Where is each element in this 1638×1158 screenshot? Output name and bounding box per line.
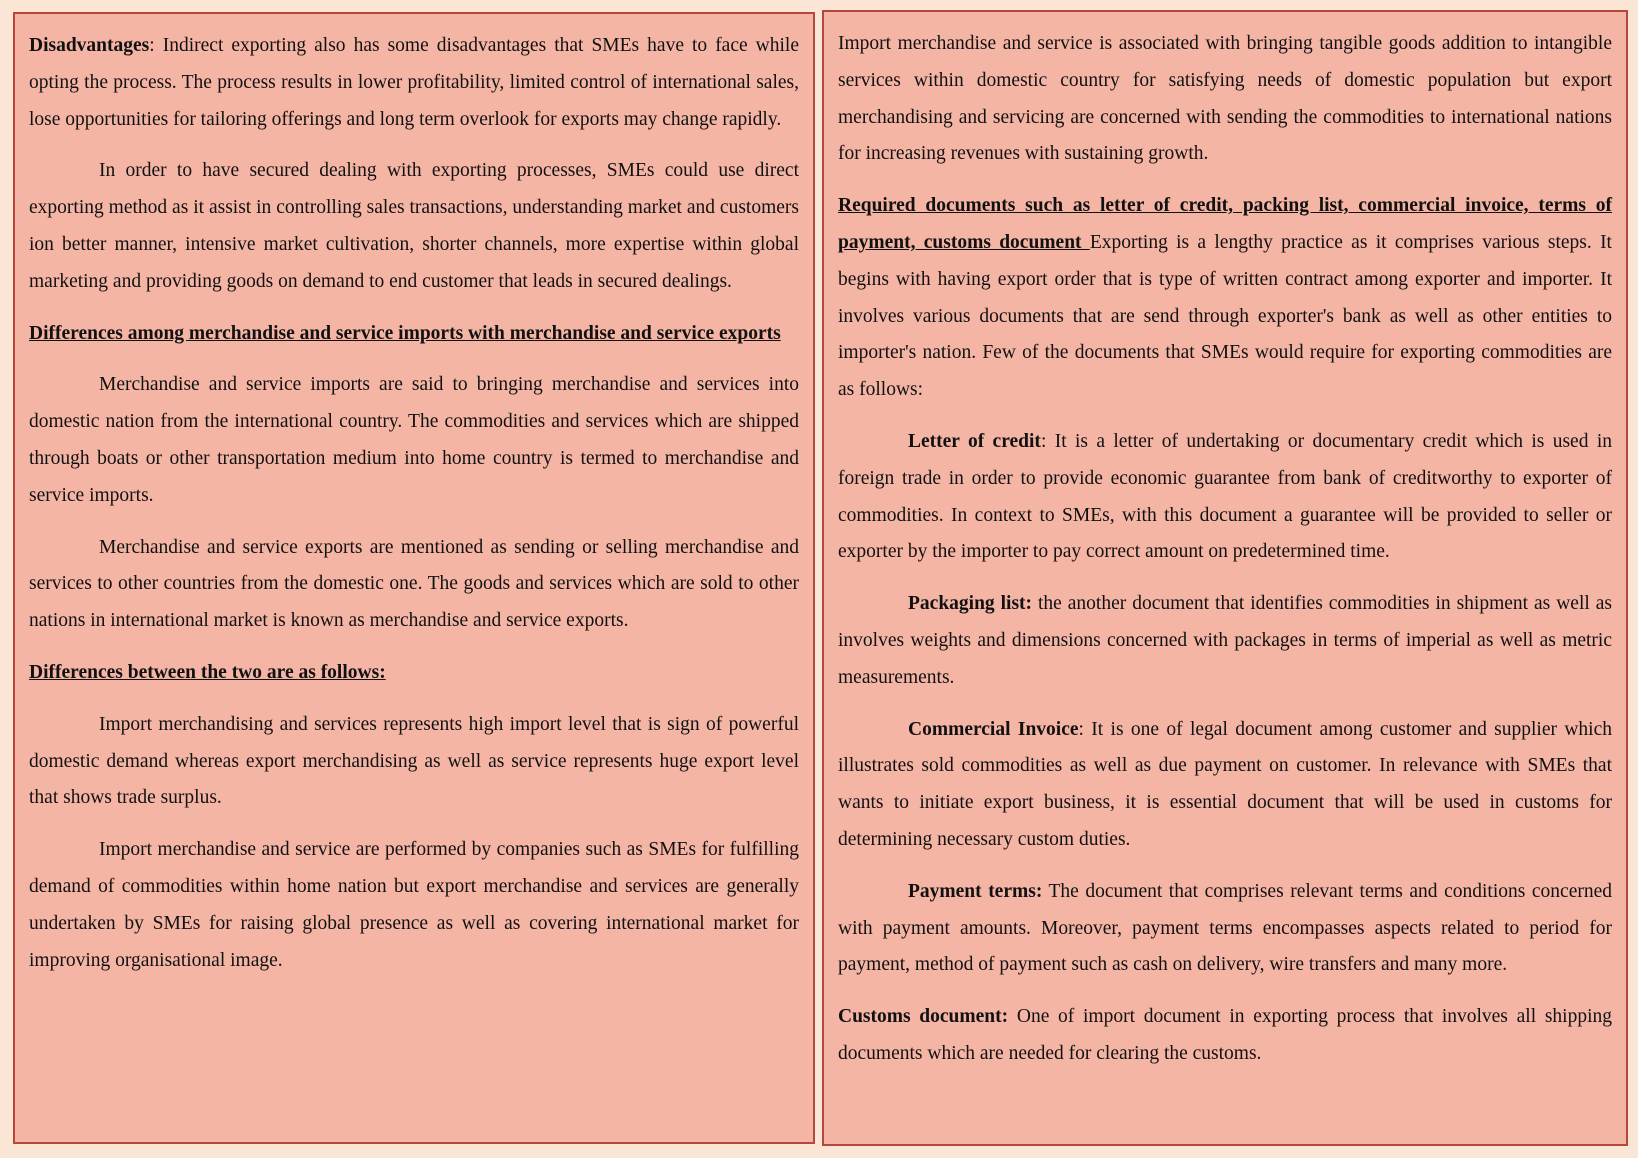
disadvantages-text: : Indirect exporting also has some disadvantages that SMEs have to face while opting the process. The process results in lower profitability, limited control of international sales, lose opportunities for tailoring offerings and long term overlook for exports may change rapidly.: [29, 35, 799, 130]
letter-of-credit-paragraph: [838, 424, 1612, 571]
customs-document-label: Customs document:: [838, 1006, 1009, 1028]
disadvantages-paragraph: [29, 28, 799, 138]
packaging-list-paragraph: [838, 586, 1612, 696]
secured-dealing-paragraph: In order to have secured dealing with exporting processes, SMEs could use direct exporting method as it assist in controlling sales transactions, understanding market and customers ion better manner, intensive market cultivation, shorter channels, more expertise within global marketing and providing goods on demand to end customer that leads in secured dealings.: [29, 160, 799, 292]
disadvantages-label: Disadvantages: [29, 35, 150, 56]
customs-document-text: One of import document in exporting process that involves all shipping documents which are needed for clearing the customs.: [838, 1006, 1612, 1064]
commercial-invoice-text: : It is one of legal document among customer and supplier which illustrates sold commodities as well as due payment on customer. In relevance with SMEs that wants to initiate export business, it is essential document that will be used in customs for determining necessary custom duties.: [838, 718, 1612, 850]
left-page: [13, 12, 815, 1144]
payment-terms-paragraph: [838, 874, 1612, 984]
performed-paragraph: Import merchandise and service are performed by companies such as SMEs for fulfilling demand of commodities within home nation but export merchandise and services are generally undertaken by SMEs for raising global presence as well as covering international market for improving organisational image.: [29, 839, 799, 971]
commercial-invoice-label: Commercial Invoice: [908, 718, 1079, 740]
import-level-paragraph: Import merchandising and services represents high import level that is sign of powerful domestic demand whereas export merchandising as well as service represents huge export level that shows trade surplus.: [29, 713, 799, 809]
commercial-invoice-paragraph: [838, 712, 1612, 859]
payment-terms-label: Payment terms:: [908, 880, 1043, 902]
payment-terms-text: The document that comprises relevant terms and conditions concerned with payment amounts. Moreover, payment terms encompasses aspects related to period for payment, method of payment such as cash on delivery, wire transfers and many more.: [838, 880, 1612, 976]
letter-of-credit-label: Letter of credit: [908, 430, 1041, 452]
intro-paragraph: Import merchandise and service is associated with bringing tangible goods addition to intangible services within domestic country for satisfying needs of domestic population but export merchandising and servicing are concerned with sending the commodities to international nations for increasing revenues with sustaining growth.: [838, 33, 1612, 165]
exports-paragraph: Merchandise and service exports are mentioned as sending or selling merchandise and services to other countries from the domestic one. The goods and services which are sold to other nations in international market is known as merchandise and service exports.: [29, 536, 799, 632]
required-docs-paragraph: [838, 188, 1612, 409]
packaging-list-text: the another document that identifies commodities in shipment as well as involves weights and dimensions concerned with packages in terms of imperial as well as metric measurements.: [838, 593, 1612, 688]
heading-differences-between: Differences between the two are as follows:: [29, 661, 386, 683]
letter-of-credit-text: : It is a letter of undertaking or documentary credit which is used in foreign trade in order to provide economic guarantee from bank of creditworthy to exporter of commodities. In context to SMEs, with this document a guarantee will be provided to seller or exporter by the importer to pay correct amount on predetermined time.: [838, 430, 1612, 563]
required-docs-text: Exporting is a lengthy practice as it comprises various steps. It begins with having export order that is type of written contract among exporter and importer. It involves various documents that are send through exporter's bank as well as other entities to importer's nation. Few of the documents that SMEs would require for exporting commodities are as follows:: [838, 231, 1612, 401]
imports-paragraph: Merchandise and service imports are said to bringing merchandise and services into domestic nation from the international country. The commodities and services which are shipped through boats or other transportation medium into home country is termed to merchandise and service imports.: [29, 374, 799, 506]
customs-document-paragraph: [838, 999, 1612, 1073]
heading-required-docs: Required documents such as letter of credit, packing list, commercial invoice, terms of payment, customs document: [838, 195, 1612, 253]
heading-differences-among: Differences among merchandise and service imports with merchandise and service exports: [29, 322, 781, 344]
packaging-list-label: Packaging list:: [908, 593, 1033, 615]
right-page: [822, 10, 1628, 1146]
